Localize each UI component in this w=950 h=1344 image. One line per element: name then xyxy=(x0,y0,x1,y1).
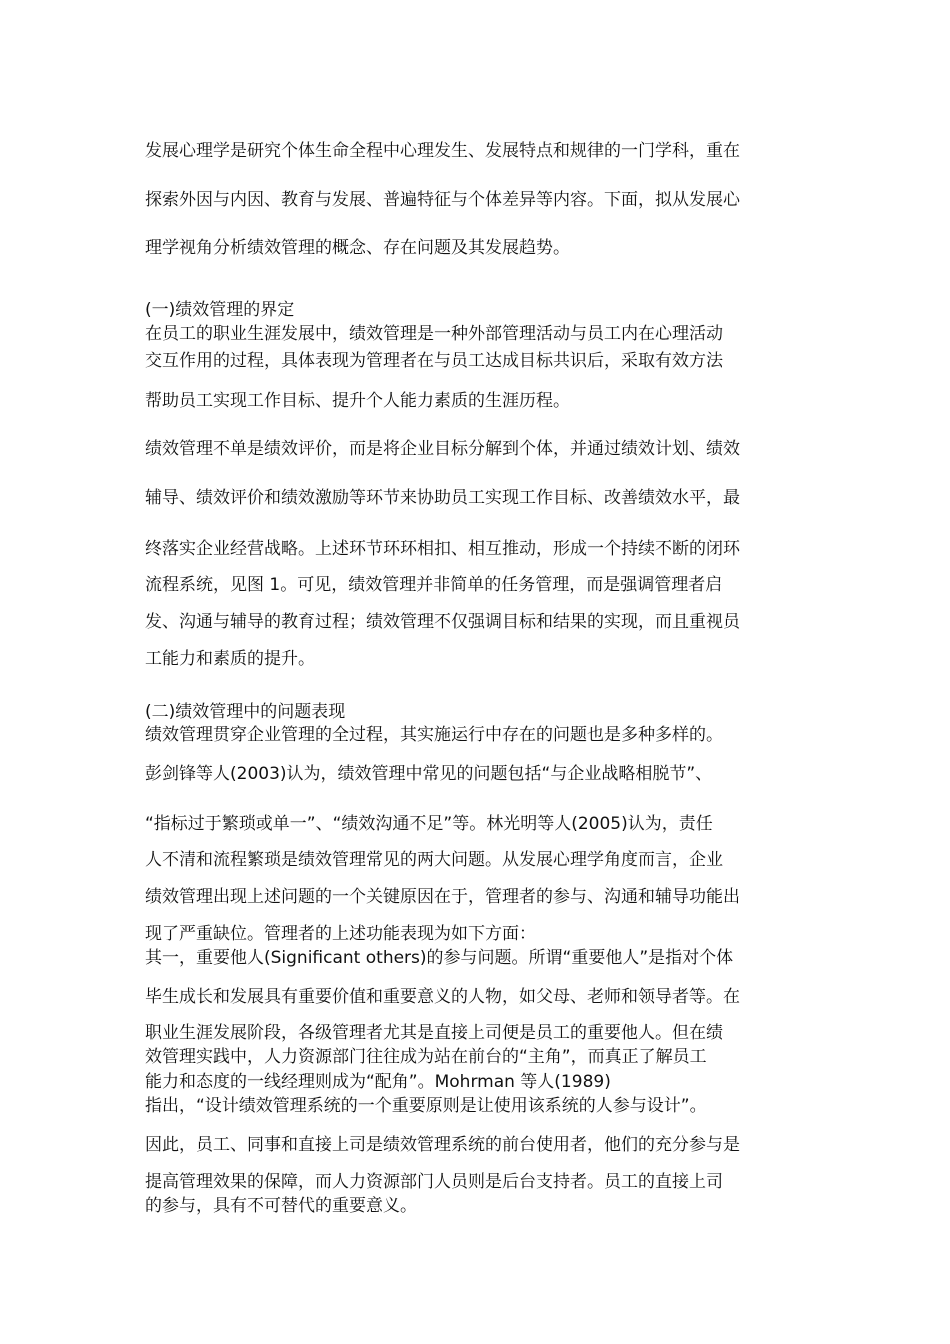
intro-line-2: 探索外因与内因、教育与发展、普遍特征与个体差异等内容。下面，拟从发展心 xyxy=(145,190,740,210)
paragraph-line: 效管理实践中，人力资源部门往往成为站在前台的“主角”，而真正了解员工 xyxy=(145,1047,707,1067)
paragraph-line: 人不清和流程繁琐是绩效管理常见的两大问题。从发展心理学角度而言，企业 xyxy=(145,850,723,870)
paragraph-line: 能力和态度的一线经理则成为“配角”。Mohrman 等人(1989) xyxy=(145,1072,611,1092)
paragraph-line: 绩效管理不单是绩效评价，而是将企业目标分解到个体，并通过绩效计划、绩效 xyxy=(145,439,740,459)
section-heading-1: (一)绩效管理的界定 xyxy=(145,300,295,320)
paragraph-line: 工能力和素质的提升。 xyxy=(145,649,315,669)
section-heading-2: (二)绩效管理中的问题表现 xyxy=(145,702,346,722)
paragraph-line: 职业生涯发展阶段，各级管理者尤其是直接上司便是员工的重要他人。但在绩 xyxy=(145,1023,723,1043)
paragraph-line: 辅导、绩效评价和绩效激励等环节来协助员工实现工作目标、改善绩效水平，最 xyxy=(145,488,740,508)
paragraph-line: 绩效管理出现上述问题的一个关键原因在于，管理者的参与、沟通和辅导功能出 xyxy=(145,887,740,907)
intro-line-1: 发展心理学是研究个体生命全程中心理发生、发展特点和规律的一门学科，重在 xyxy=(145,141,740,161)
intro-line-3: 理学视角分析绩效管理的概念、存在问题及其发展趋势。 xyxy=(145,238,570,258)
paragraph-line: 帮助员工实现工作目标、提升个人能力素质的生涯历程。 xyxy=(145,391,570,411)
paragraph-line: 的参与，具有不可替代的重要意义。 xyxy=(145,1196,417,1216)
paragraph-line: 在员工的职业生涯发展中，绩效管理是一种外部管理活动与员工内在心理活动 xyxy=(145,324,723,344)
paragraph-line: 绩效管理贯穿企业管理的全过程，其实施运行中存在的问题也是多种多样的。 xyxy=(145,725,723,745)
paragraph-line: 发、沟通与辅导的教育过程；绩效管理不仅强调目标和结果的实现，而且重视员 xyxy=(145,612,740,632)
paragraph-line: 现了严重缺位。管理者的上述功能表现为如下方面： xyxy=(145,924,536,944)
paragraph-line: 指出，“设计绩效管理系统的一个重要原则是让使用该系统的人参与设计”。 xyxy=(145,1096,707,1116)
paragraph-line: 因此，员工、同事和直接上司是绩效管理系统的前台使用者，他们的充分参与是 xyxy=(145,1135,740,1155)
paragraph-line: 终落实企业经营战略。上述环节环环相扣、相互推动，形成一个持续不断的闭环 xyxy=(145,539,740,559)
paragraph-line: 毕生成长和发展具有重要价值和重要意义的人物，如父母、老师和领导者等。在 xyxy=(145,987,740,1007)
paragraph-line: “指标过于繁琐或单一”、“绩效沟通不足”等。林光明等人(2005)认为，责任 xyxy=(145,814,713,834)
paragraph-line: 交互作用的过程，具体表现为管理者在与员工达成目标共识后，采取有效方法 xyxy=(145,351,723,371)
paragraph-line: 其一，重要他人(Significant others)的参与问题。所谓“重要他人”是指对个体 xyxy=(145,948,734,968)
paragraph-line: 彭剑锋等人(2003)认为，绩效管理中常见的问题包括“与企业战略相脱节”、 xyxy=(145,764,713,784)
paragraph-line: 流程系统，见图 1。可见，绩效管理并非简单的任务管理，而是强调管理者启 xyxy=(145,575,723,595)
paragraph-line: 提高管理效果的保障，而人力资源部门人员则是后台支持者。员工的直接上司 xyxy=(145,1172,723,1192)
